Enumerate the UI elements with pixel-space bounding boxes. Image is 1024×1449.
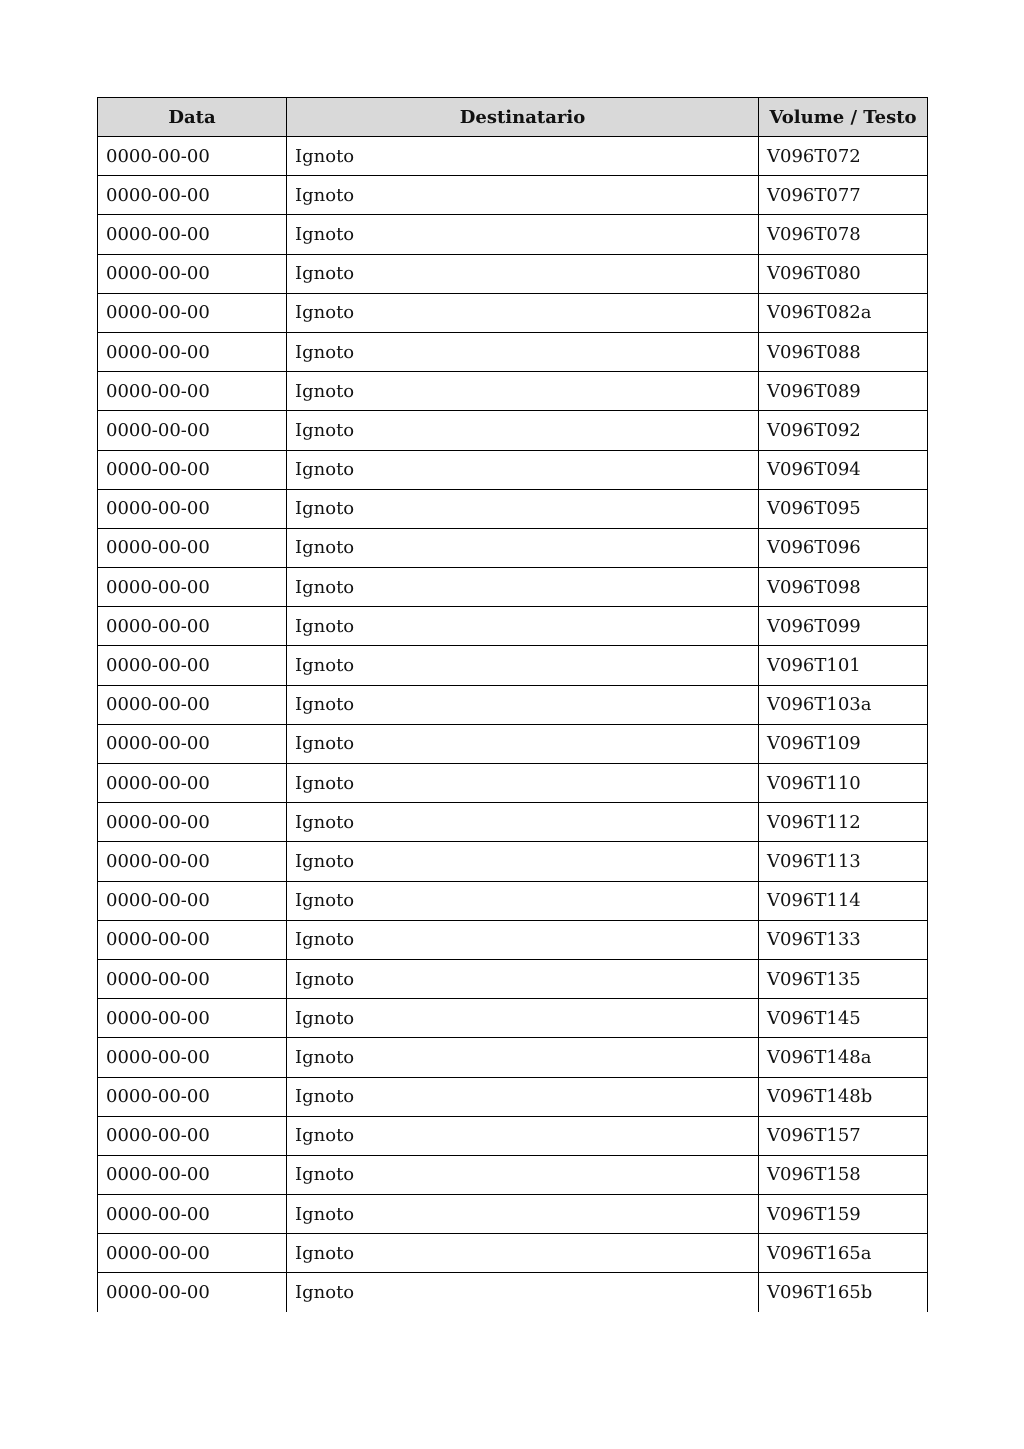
cell-date: 0000-00-00 (98, 1116, 287, 1155)
cell-date: 0000-00-00 (98, 450, 287, 489)
table-row (98, 372, 928, 411)
table-row (98, 959, 928, 998)
cell-recipient: Ignoto (287, 1234, 759, 1273)
cell-recipient: Ignoto (287, 842, 759, 881)
letters-table (97, 97, 928, 1312)
cell-date: 0000-00-00 (98, 920, 287, 959)
cell-date: 0000-00-00 (98, 411, 287, 450)
cell-volume-text: V096T113 (759, 842, 928, 881)
cell-volume-text: V096T092 (759, 411, 928, 450)
header-volume-text: Volume / Testo (759, 98, 928, 137)
table-row (98, 489, 928, 528)
cell-recipient: Ignoto (287, 489, 759, 528)
table-row (98, 685, 928, 724)
cell-recipient: Ignoto (287, 568, 759, 607)
table-row (98, 293, 928, 332)
cell-volume-text: V096T080 (759, 254, 928, 293)
cell-volume-text: V096T135 (759, 959, 928, 998)
cell-recipient: Ignoto (287, 881, 759, 920)
cell-recipient: Ignoto (287, 646, 759, 685)
cell-volume-text: V096T088 (759, 332, 928, 371)
cell-date: 0000-00-00 (98, 1038, 287, 1077)
cell-recipient: Ignoto (287, 332, 759, 371)
cell-date: 0000-00-00 (98, 842, 287, 881)
cell-date: 0000-00-00 (98, 685, 287, 724)
cell-volume-text: V096T082a (759, 293, 928, 332)
table-row (98, 176, 928, 215)
cell-recipient: Ignoto (287, 372, 759, 411)
cell-volume-text: V096T101 (759, 646, 928, 685)
cell-volume-text: V096T077 (759, 176, 928, 215)
cell-volume-text: V096T089 (759, 372, 928, 411)
cell-recipient: Ignoto (287, 1116, 759, 1155)
cell-recipient: Ignoto (287, 724, 759, 763)
table-row (98, 568, 928, 607)
table-row (98, 764, 928, 803)
cell-volume-text: V096T159 (759, 1195, 928, 1234)
cell-recipient: Ignoto (287, 920, 759, 959)
table-row (98, 1155, 928, 1194)
cell-recipient: Ignoto (287, 293, 759, 332)
cell-recipient: Ignoto (287, 607, 759, 646)
cell-volume-text: V096T099 (759, 607, 928, 646)
cell-volume-text: V096T078 (759, 215, 928, 254)
cell-volume-text: V096T112 (759, 803, 928, 842)
table-row (98, 803, 928, 842)
cell-volume-text: V096T148b (759, 1077, 928, 1116)
cell-recipient: Ignoto (287, 254, 759, 293)
cell-volume-text: V096T114 (759, 881, 928, 920)
cell-recipient: Ignoto (287, 450, 759, 489)
table-row (98, 842, 928, 881)
cell-recipient: Ignoto (287, 215, 759, 254)
header-row (98, 98, 928, 137)
cell-date: 0000-00-00 (98, 607, 287, 646)
cell-date: 0000-00-00 (98, 137, 287, 176)
table-row (98, 1273, 928, 1312)
cell-date: 0000-00-00 (98, 724, 287, 763)
cell-volume-text: V096T145 (759, 999, 928, 1038)
table-row (98, 724, 928, 763)
cell-volume-text: V096T098 (759, 568, 928, 607)
table-row (98, 254, 928, 293)
cell-volume-text: V096T094 (759, 450, 928, 489)
cell-recipient: Ignoto (287, 176, 759, 215)
cell-volume-text: V096T096 (759, 528, 928, 567)
table-header (98, 98, 928, 137)
cell-volume-text: V096T165b (759, 1273, 928, 1312)
cell-volume-text: V096T072 (759, 137, 928, 176)
cell-date: 0000-00-00 (98, 764, 287, 803)
cell-date: 0000-00-00 (98, 646, 287, 685)
table-row (98, 881, 928, 920)
table-row (98, 450, 928, 489)
cell-recipient: Ignoto (287, 1077, 759, 1116)
table-body (98, 137, 928, 1313)
table-row (98, 1116, 928, 1155)
cell-date: 0000-00-00 (98, 881, 287, 920)
cell-date: 0000-00-00 (98, 999, 287, 1038)
cell-recipient: Ignoto (287, 411, 759, 450)
cell-date: 0000-00-00 (98, 959, 287, 998)
cell-date: 0000-00-00 (98, 803, 287, 842)
cell-recipient: Ignoto (287, 1273, 759, 1312)
table-row (98, 1195, 928, 1234)
cell-date: 0000-00-00 (98, 254, 287, 293)
cell-volume-text: V096T158 (759, 1155, 928, 1194)
cell-volume-text: V096T095 (759, 489, 928, 528)
cell-recipient: Ignoto (287, 764, 759, 803)
cell-volume-text: V096T133 (759, 920, 928, 959)
table-row (98, 920, 928, 959)
cell-date: 0000-00-00 (98, 1195, 287, 1234)
table-row (98, 1038, 928, 1077)
table-row (98, 607, 928, 646)
cell-volume-text: V096T103a (759, 685, 928, 724)
table-row (98, 137, 928, 176)
cell-recipient: Ignoto (287, 528, 759, 567)
table-row (98, 1077, 928, 1116)
cell-recipient: Ignoto (287, 999, 759, 1038)
cell-volume-text: V096T157 (759, 1116, 928, 1155)
table-row (98, 215, 928, 254)
cell-date: 0000-00-00 (98, 1234, 287, 1273)
cell-date: 0000-00-00 (98, 1273, 287, 1312)
cell-recipient: Ignoto (287, 1195, 759, 1234)
header-date: Data (98, 98, 287, 137)
table-row (98, 646, 928, 685)
cell-date: 0000-00-00 (98, 1155, 287, 1194)
cell-date: 0000-00-00 (98, 332, 287, 371)
cell-date: 0000-00-00 (98, 293, 287, 332)
cell-date: 0000-00-00 (98, 528, 287, 567)
cell-date: 0000-00-00 (98, 372, 287, 411)
cell-recipient: Ignoto (287, 959, 759, 998)
table-row (98, 332, 928, 371)
cell-volume-text: V096T165a (759, 1234, 928, 1273)
header-recipient: Destinatario (287, 98, 759, 137)
table-row (98, 999, 928, 1038)
cell-date: 0000-00-00 (98, 215, 287, 254)
table-row (98, 411, 928, 450)
cell-recipient: Ignoto (287, 1155, 759, 1194)
cell-date: 0000-00-00 (98, 176, 287, 215)
cell-volume-text: V096T110 (759, 764, 928, 803)
table-row (98, 528, 928, 567)
cell-date: 0000-00-00 (98, 568, 287, 607)
cell-volume-text: V096T109 (759, 724, 928, 763)
cell-recipient: Ignoto (287, 803, 759, 842)
cell-recipient: Ignoto (287, 1038, 759, 1077)
cell-recipient: Ignoto (287, 685, 759, 724)
cell-date: 0000-00-00 (98, 489, 287, 528)
table-row (98, 1234, 928, 1273)
cell-date: 0000-00-00 (98, 1077, 287, 1116)
cell-volume-text: V096T148a (759, 1038, 928, 1077)
cell-recipient: Ignoto (287, 137, 759, 176)
